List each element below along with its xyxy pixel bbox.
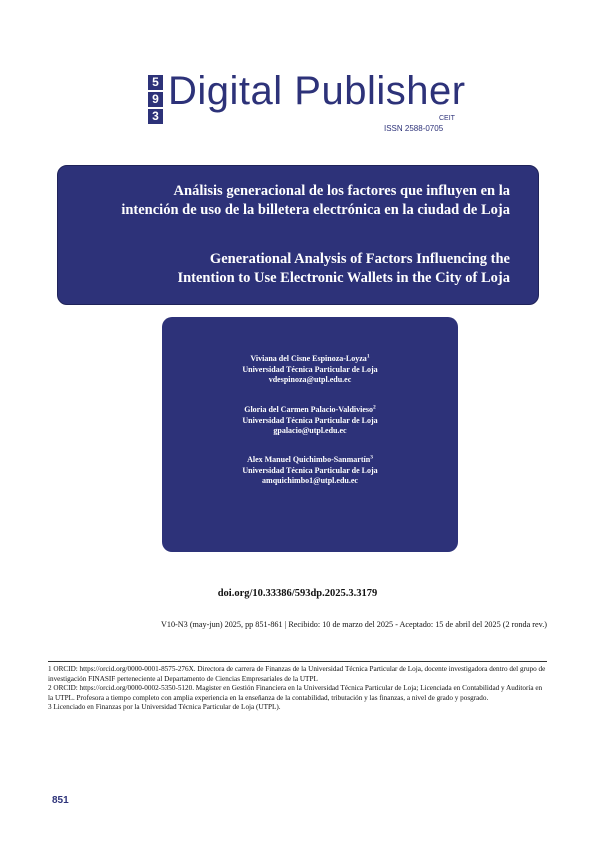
authors-box (162, 317, 458, 552)
issn: ISSN 2588-0705 (384, 124, 444, 133)
author-name: Alex Manuel Quichimbo-Sanmartín$^3$ (247, 454, 373, 464)
title-english-line: Intention to Use Electronic Wallets in the City of Loja (177, 270, 510, 286)
author-name: Viviana del Cisne Espinoza-Loyza$^1$ (250, 353, 370, 363)
footnotes (48, 665, 547, 713)
title-spanish-line: intención de uso de la billetera electrónica en la ciudad de Loja (121, 202, 510, 218)
footnote: 2 ORCID: https://orcid.org/0000-0002-5350-5120. Magister en Gestión Financiera en la Universidad Técnica Particular de Loja; Licenciada en Contabilidad y Auditoría en la UTPL. Profesora a tiempo completo con amplia experiencia en la enseñanza de la contabilidad, tributación y las finanzas, a nivel de grado y posgrado. (48, 684, 543, 702)
author-block (162, 405, 458, 437)
author-email: amquichimbo1@utpl.edu.ec (262, 476, 358, 485)
author-affiliation: Universidad Técnica Particular de Loja (242, 415, 378, 425)
author-affiliation: Universidad Técnica Particular de Loja (242, 465, 378, 475)
author-email: vdespinoza@utpl.edu.ec (268, 375, 352, 384)
footnote: 3 Licenciado en Finanzas por la Universidad Técnica Particular de Loja (UTPL). (48, 703, 281, 712)
doi-link[interactable]: doi.org/10.33386/593dp.2025.3.3179 (217, 588, 378, 599)
footnote: 1 ORCID: https://orcid.org/0000-0001-8575-276X. Directora de carrera de Finanzas de la Universidad Técnica Particular de Loja, docente investigadora dentro del grupo de investigación FINASIF perteneciente al Departamento de Ciencias Empresariales de la UTPL (48, 665, 546, 683)
journal-logo (148, 69, 468, 135)
title-spanish-line: Análisis generacional de los factores que influyen en la (173, 183, 510, 199)
footnote-marker: 2 (373, 404, 376, 411)
footnote-divider (48, 661, 547, 662)
logo-title: Digital Publisher (168, 69, 466, 113)
author-affiliation: Universidad Técnica Particular de Loja (242, 364, 378, 374)
author-name: Gloria del Carmen Palacio-Valdivieso$^2$ (244, 404, 376, 414)
footnote-marker: 1 (366, 353, 370, 360)
logo-digit: 5 (148, 75, 163, 90)
page-number: 851 (52, 795, 69, 806)
title-box (57, 165, 539, 305)
logo-digit-boxes (148, 75, 163, 126)
author-block (162, 354, 458, 386)
footnote-marker: 3 (370, 454, 373, 461)
logo-digit: 9 (148, 92, 163, 107)
title-english (90, 250, 510, 288)
author-email: gpalacio@utpl.edu.ec (273, 426, 347, 435)
logo-digit: 3 (148, 109, 163, 124)
title-english-line: Generational Analysis of Factors Influencing the (209, 251, 510, 267)
author-block (162, 455, 458, 487)
logo-subtitle: CEIT (439, 115, 455, 122)
title-spanish (50, 182, 510, 220)
publication-dates: V10-N3 (may-jun) 2025, pp 851-861 | Recibido: 10 de marzo del 2025 - Aceptado: 15 de abril del 2025 (2 ronda rev.) (160, 620, 547, 629)
